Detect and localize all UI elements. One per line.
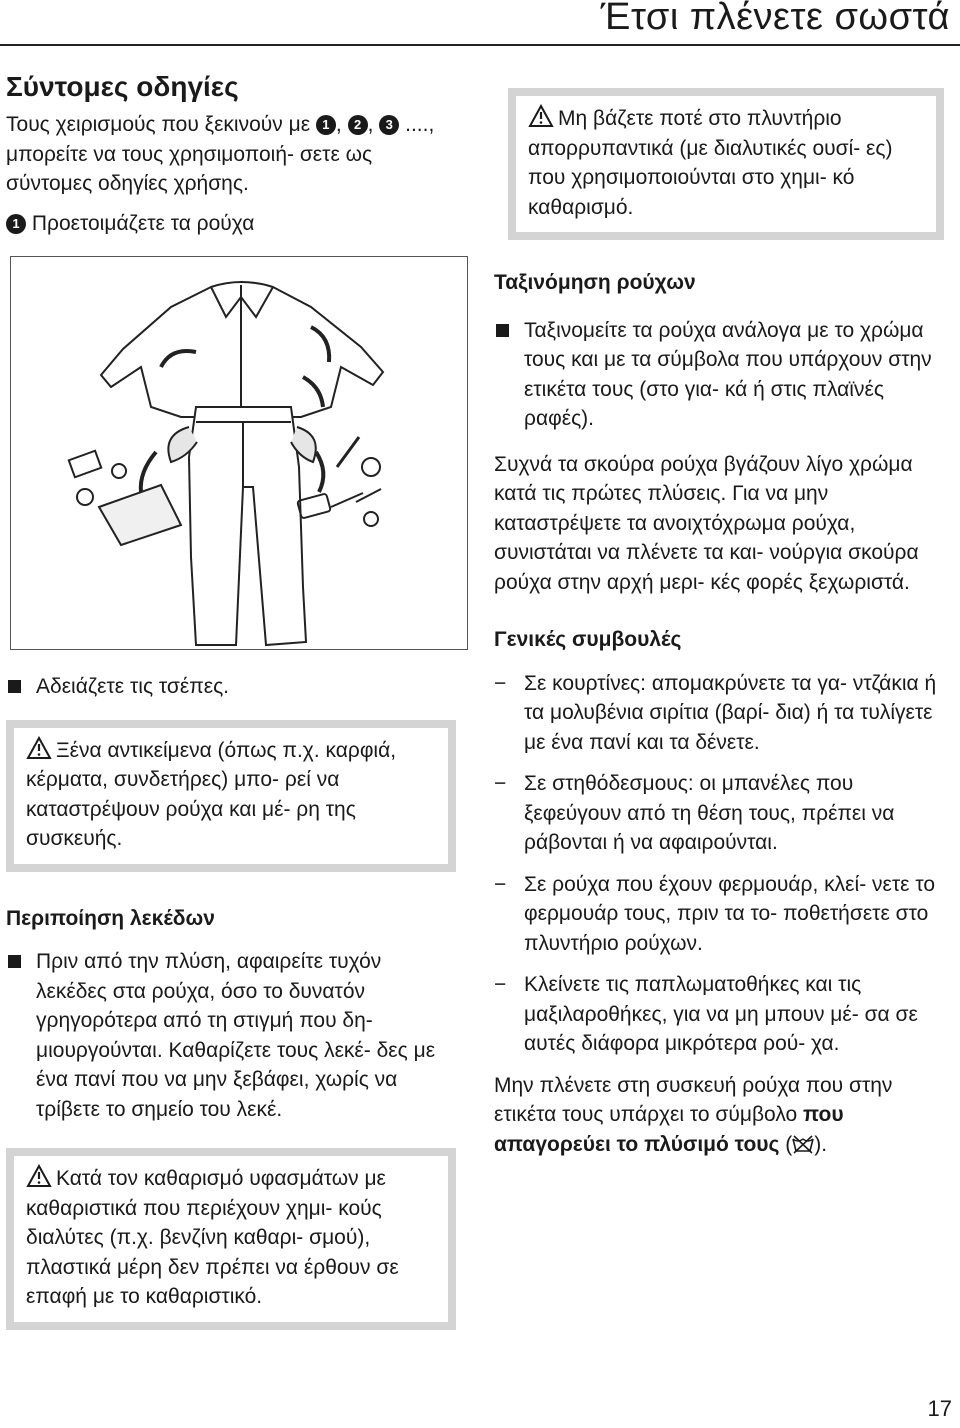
dash-marker: − [494, 772, 507, 795]
tip-text: Σε κουρτίνες: απομακρύνετε τα γα- ντζάκια ή τα μολυβένια σιρίτια (βαρί- δια) ή τα τυλίγετε με ένα πανί και τα δένετε. [524, 671, 937, 754]
sorting-paragraph: Συχνά τα σκούρα ρούχα βγάζουν λίγο χρώμα κατά τις πρώτες πλύσεις. Για να μην καταστρέψετε τα ανοιχτόχρωμα ρούχα, συνιστάται να πλένετε τα και- νούργια σκούρα ρούχα στην αρχή μερι- κές φορές ξεχωριστά. [494, 452, 919, 594]
section-heading-quick-guide: Σύντομες οδηγίες [6, 71, 239, 102]
bullet-empty-pockets [6, 672, 456, 702]
step-number-2: 2 [348, 115, 368, 135]
section-heading-sorting: Ταξινόμηση ρούχων [494, 271, 696, 294]
bullet-text: Ταξινομείτε τα ρούχα ανάλογα με το χρώμα τους και με τα σύμβολα που υπάρχουν στην ετικέτα τους (στο για- κά ή στις πλαϊνές ραφές). [524, 318, 932, 430]
tips-list [494, 669, 944, 1059]
warning-text: Ξένα αντικείμενα (όπως π.χ. καρφιά, κέρματα, συνδετήρες) μπο- ρεί να καταστρέψουν ρούχα και μέ- ρη της συσκευής. [26, 738, 397, 850]
paren-open: ( [785, 1132, 793, 1156]
final-paragraph [494, 1071, 944, 1160]
warning-box-detergent [508, 88, 944, 240]
clothing-illustration-svg [11, 257, 467, 649]
section-heading-general-tips: Γενικές συμβουλές [494, 628, 682, 651]
page-number: 17 [927, 1396, 952, 1421]
final-text-bold: που απαγορεύει το πλύσιμό τους [494, 1103, 844, 1156]
step-1-line [6, 209, 456, 239]
warning-triangle-icon [528, 104, 554, 128]
intro-separator: , [367, 113, 374, 136]
warning-text: Κατά τον καθαρισμό υφασμάτων με καθαριστικά που περιέχουν χημι- κούς διαλύτες (π.χ. βενζίνη καθαρι- σμού), πλαστικά μέρη δεν πρέπει να έρθουν σε επαφή με το καθαριστικό. [26, 1167, 399, 1308]
tip-text: Σε στηθόδεσμους: οι μπανέλες που ξεφεύγουν από τη θέση τους, πρέπει να ράβονται ή να αφαιρούνται. [524, 772, 895, 854]
bullet-text: Αδειάζετε τις τσέπες. [36, 675, 230, 698]
dash-marker: − [494, 872, 507, 896]
section-heading-stains: Περιποίηση λεκέδων [6, 906, 215, 930]
empty-pockets-illustration [10, 256, 468, 650]
tip-item-pillowcases [494, 970, 944, 1059]
tip-text: Σε ρούχα που έχουν φερμουάρ, κλεί- νετε το φερμουάρ τους, πριν τα το- ποθετήσετε στο πλυντήριο ρούχων. [524, 872, 936, 955]
header-divider [0, 44, 960, 46]
tip-item-bras [494, 769, 944, 858]
dash-marker: − [494, 973, 507, 996]
final-text: Μην πλένετε στη συσκευή ρούχα που στην ετικέτα τους υπάρχει το σύμβολο [494, 1073, 893, 1126]
paren-close: ). [814, 1132, 828, 1156]
intro-paragraph [6, 110, 456, 199]
step-1-label: Προετοιμάζετε τα ρούχα [31, 211, 255, 235]
warning-box-foreign-objects [6, 720, 456, 872]
step-number-3: 3 [379, 115, 399, 135]
bullet-text: Πριν από την πλύση, αφαιρείτε τυχόν λεκέδες στα ρούχα, όσο το δυνατόν γρηγορότερα από τη στιγμή που δη- μιουργούνται. Καθαρίζετε τους λεκέ- δες με ένα πανί που να μην ξεβάφει, χωρίς να τρίβετε το σημείο του λεκέ. [36, 950, 436, 1121]
intro-text-start: Τους χειρισμούς που ξεκινούν με [6, 113, 311, 136]
bullet-stain-care [6, 947, 456, 1124]
page-header-title: Έτσι πλένετε σωστά [600, 0, 950, 38]
warning-triangle-icon [26, 736, 52, 760]
no-wash-symbol-icon [792, 1133, 814, 1153]
tip-item-zippers [494, 870, 944, 959]
tip-text: Κλείνετε τις παπλωματοθήκες και τις μαξιλαροθήκες, για να μη μπουν μέ- σα σε αυτές διάφορα μικρότερα ρού- χα. [524, 973, 918, 1055]
intro-text-end: ...., μπορείτε να τους χρησιμοποιή- σετε ως σύντομες οδηγίες χρήσης. [6, 113, 435, 195]
intro-separator: , [335, 113, 342, 136]
warning-text: Μη βάζετε ποτέ στο πλυντήριο απορρυπαντικά (με διαλυτικές ουσί- ες) που χρησιμοποιούνται στο χημι- κό καθαρισμό. [528, 107, 893, 219]
left-column [6, 70, 456, 1330]
step-number-badge: 1 [6, 214, 26, 234]
warning-triangle-icon [26, 1164, 52, 1188]
dash-marker: − [494, 671, 507, 695]
tip-item-curtains [494, 669, 944, 758]
right-column [494, 88, 944, 1159]
step-number-1: 1 [316, 115, 336, 135]
bullet-sort-clothes [494, 316, 944, 434]
warning-box-solvents [6, 1148, 456, 1330]
